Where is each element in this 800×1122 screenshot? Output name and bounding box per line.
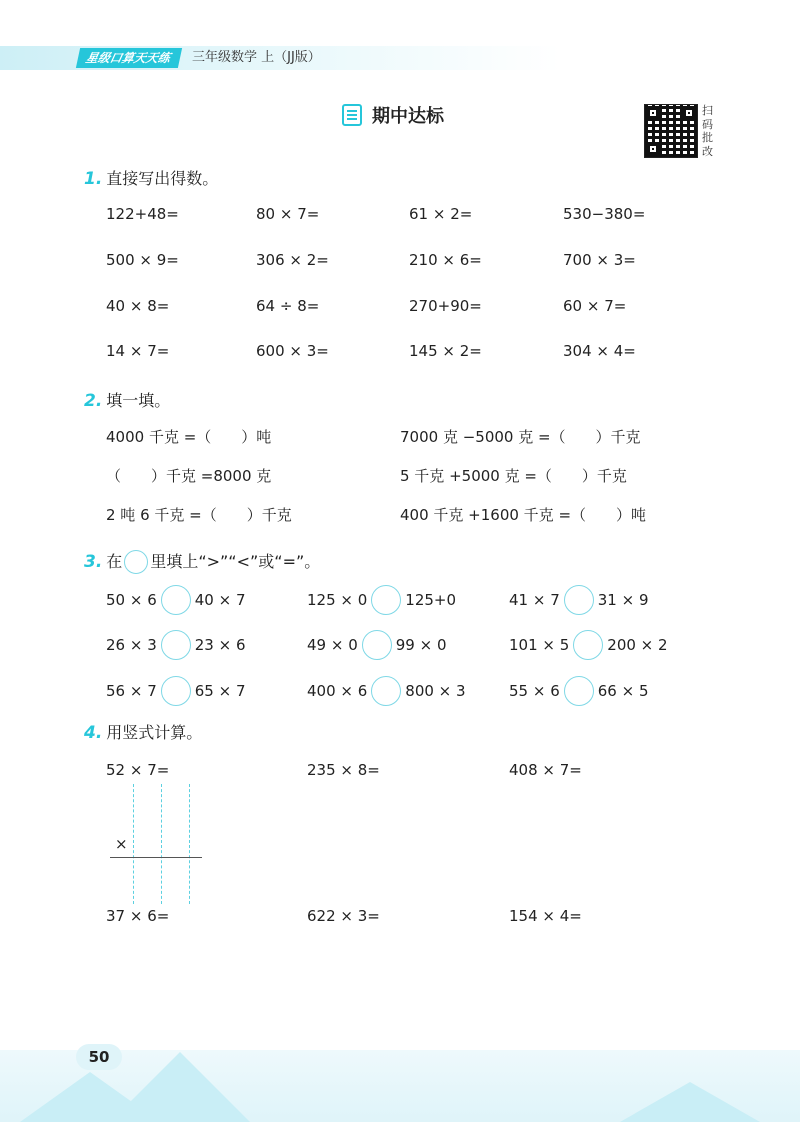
book-title: 三年级数学 上（JJ版）: [192, 50, 321, 65]
vertical-calc-problem[interactable]: 408 × 7=: [509, 761, 582, 779]
compare-right: 125+0: [405, 591, 457, 609]
compare-answer-circle[interactable]: [564, 676, 594, 706]
mountain-decoration: [110, 1052, 250, 1122]
question-number: 4.: [84, 723, 103, 743]
compare-answer-circle[interactable]: [362, 630, 392, 660]
question-2-heading: [84, 390, 170, 412]
calc-item[interactable]: 270+90=: [409, 297, 482, 315]
compare-item: [307, 676, 466, 706]
times-sign: ×: [115, 835, 128, 853]
qr-finder-icon: [647, 107, 659, 119]
digit-guide-line: [189, 784, 190, 904]
compare-answer-circle[interactable]: [161, 585, 191, 615]
compare-right: 23 × 6: [194, 636, 246, 654]
calc-item[interactable]: 145 × 2=: [409, 342, 482, 360]
fill-blank-item[interactable]: （ ）千克 =8000 克: [106, 467, 272, 485]
compare-answer-circle[interactable]: [161, 676, 191, 706]
calc-item[interactable]: 210 × 6=: [409, 251, 482, 269]
compare-left: 55 × 6: [509, 682, 560, 700]
compare-item: [106, 630, 246, 660]
qr-finder-icon: [683, 107, 695, 119]
question-3-heading: [84, 550, 320, 574]
compare-left: 56 × 7: [106, 682, 157, 700]
digit-guide-line: [161, 784, 162, 904]
calc-item[interactable]: 40 × 8=: [106, 297, 170, 315]
vertical-calc-problem[interactable]: 52 × 7=: [106, 761, 170, 779]
qr-caption: 扫码批改: [702, 104, 713, 158]
document-icon: [342, 104, 362, 126]
calc-item[interactable]: 304 × 4=: [563, 342, 636, 360]
compare-item: [106, 676, 246, 706]
calc-item[interactable]: 60 × 7=: [563, 297, 627, 315]
compare-left: 50 × 6: [106, 591, 157, 609]
compare-left: 41 × 7: [509, 591, 560, 609]
calc-item[interactable]: 600 × 3=: [256, 342, 329, 360]
calc-item[interactable]: 500 × 9=: [106, 251, 179, 269]
page-number: 50: [76, 1044, 122, 1070]
compare-item: [307, 630, 447, 660]
compare-item: [509, 676, 649, 706]
compare-left: 101 × 5: [509, 636, 570, 654]
calc-item[interactable]: 700 × 3=: [563, 251, 636, 269]
series-tag: 星级口算天天练: [76, 48, 182, 68]
compare-left: 49 × 0: [307, 636, 358, 654]
compare-answer-circle[interactable]: [573, 630, 603, 660]
calc-item[interactable]: 530−380=: [563, 205, 646, 223]
compare-right: 200 × 2: [607, 636, 668, 654]
calc-item[interactable]: 61 × 2=: [409, 205, 473, 223]
compare-right: 66 × 5: [597, 682, 649, 700]
compare-answer-circle[interactable]: [371, 676, 401, 706]
vertical-calc-problem[interactable]: 622 × 3=: [307, 907, 380, 925]
mountain-decoration: [620, 1082, 760, 1122]
compare-answer-circle[interactable]: [564, 585, 594, 615]
compare-answer-circle[interactable]: [371, 585, 401, 615]
vertical-calc-problem[interactable]: 37 × 6=: [106, 907, 170, 925]
question-number: 2.: [84, 391, 103, 411]
fill-blank-item[interactable]: 2 吨 6 千克 =（ ）千克: [106, 506, 292, 524]
calc-item[interactable]: 306 × 2=: [256, 251, 329, 269]
qr-finder-icon: [647, 143, 659, 155]
compare-answer-circle[interactable]: [161, 630, 191, 660]
compare-right: 40 × 7: [194, 591, 246, 609]
question-number: 1.: [84, 169, 103, 189]
compare-right: 800 × 3: [405, 682, 466, 700]
question-1-heading: [84, 168, 218, 190]
compare-item: [106, 585, 246, 615]
page-title: [342, 102, 444, 128]
question-title: 用竖式计算。: [106, 723, 203, 742]
compare-right: 99 × 0: [395, 636, 447, 654]
fill-blank-item[interactable]: 4000 千克 =（ ）吨: [106, 428, 272, 446]
digit-guide-line: [133, 784, 134, 904]
calc-item[interactable]: 80 × 7=: [256, 205, 320, 223]
compare-item: [509, 630, 668, 660]
question-title: 填一填。: [106, 391, 171, 410]
vertical-calc-problem[interactable]: 235 × 8=: [307, 761, 380, 779]
calc-item[interactable]: 64 ÷ 8=: [256, 297, 320, 315]
question-title: 直接写出得数。: [106, 169, 219, 188]
qr-code[interactable]: [644, 104, 698, 158]
question-4-heading: [84, 722, 202, 744]
compare-left: 26 × 3: [106, 636, 157, 654]
compare-left: 400 × 6: [307, 682, 368, 700]
calc-item[interactable]: 14 × 7=: [106, 342, 170, 360]
vertical-calc-problem[interactable]: 154 × 4=: [509, 907, 582, 925]
circle-icon: [124, 550, 148, 574]
question-number: 3.: [84, 552, 103, 572]
fill-blank-item[interactable]: 400 千克 +1600 千克 =（ ）吨: [400, 506, 647, 524]
question-title-prefix: 在: [106, 552, 123, 571]
fill-blank-item[interactable]: 7000 克 −5000 克 =（ ）千克: [400, 428, 641, 446]
compare-right: 65 × 7: [194, 682, 246, 700]
page-title-text: 期中达标: [372, 106, 444, 127]
compare-left: 125 × 0: [307, 591, 368, 609]
compare-item: [509, 585, 649, 615]
calc-item[interactable]: 122+48=: [106, 205, 179, 223]
question-title-suffix: 里填上“>”“<”或“=”。: [150, 552, 321, 571]
compare-right: 31 × 9: [597, 591, 649, 609]
fill-blank-item[interactable]: 5 千克 +5000 克 =（ ）千克: [400, 467, 627, 485]
compare-item: [307, 585, 456, 615]
vertical-calc-rule: [110, 857, 202, 858]
